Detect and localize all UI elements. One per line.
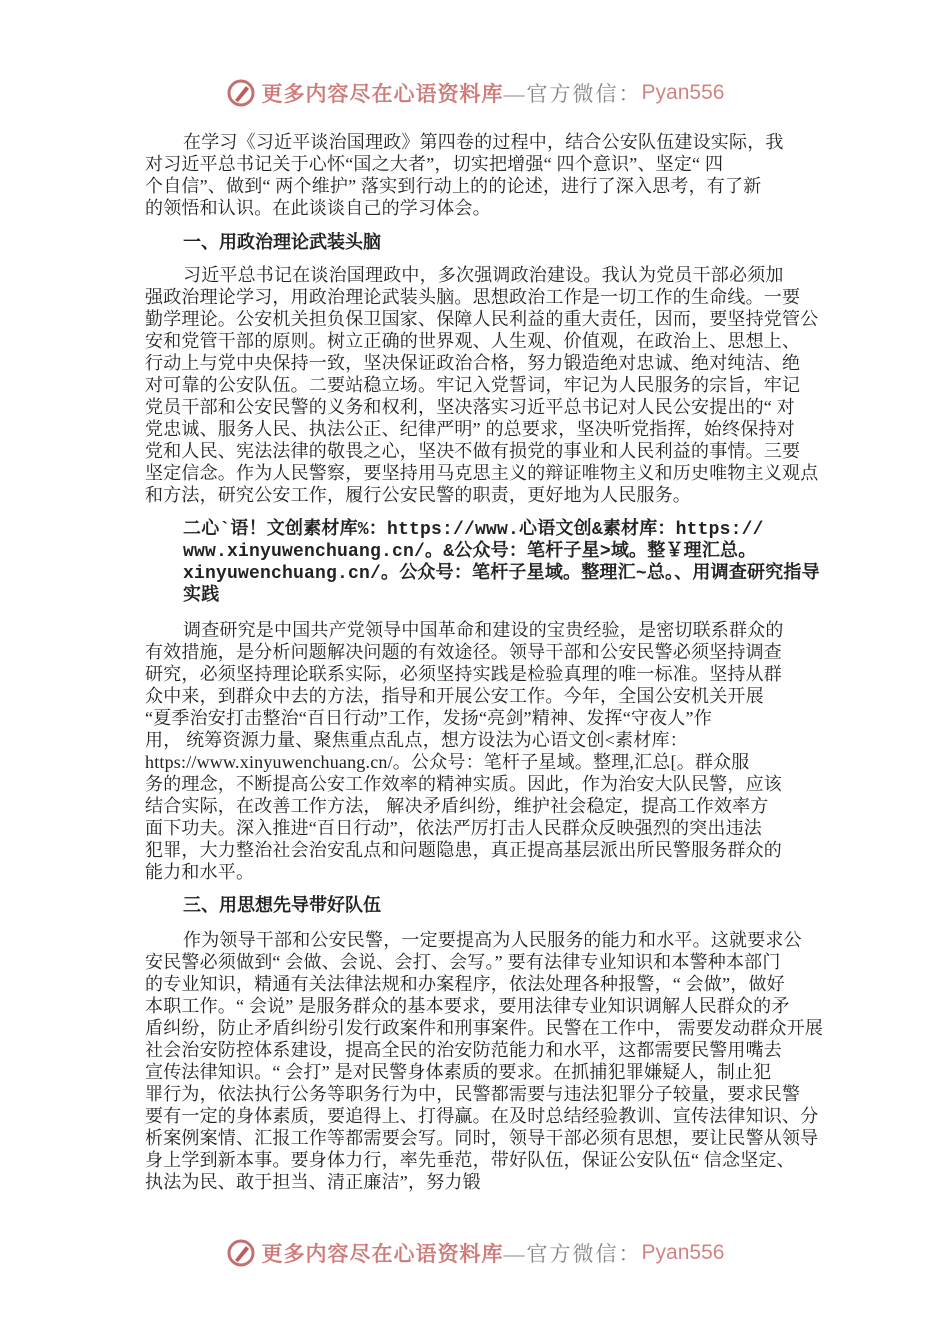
text-line: 作为领导干部和公安民警，一定要提高为人民服务的能力和水平。这就要求公 <box>183 930 802 950</box>
text-line: 本职工作。“ 会说” 是服务群众的基本要求，要用法律专业知识调解人民群众的矛 <box>145 996 790 1016</box>
text-line: 勤学理论。公安机关担负保卫国家、保障人民利益的重大责任，因而，要坚持党管公 <box>145 309 819 329</box>
text-line: 能力和水平。 <box>145 862 255 882</box>
text-line: 实践 <box>183 586 220 606</box>
text-line: “夏季治安打击整治“百日行动”工作，发扬“亮剑”精神、发挥“守夜人”作 <box>145 708 712 728</box>
text-line: 结合实际，在改善工作方法， 解决矛盾纠纷，维护社会稳定，提高工作效率方 <box>145 796 769 816</box>
text-line: 党和人民、宪法法律的敬畏之心，坚决不做有损党的事业和人民利益的事情。三要 <box>145 441 801 461</box>
text-line: 务的理念，不断提高公安工作效率的精神实质。因此，作为治安大队民警，应该 <box>145 774 782 794</box>
watermark-id: Pyan556 <box>641 81 725 104</box>
text-line: 的专业知识，精通有关法律法规和办案程序，依法处理各种报警，“ 会做”，做好 <box>145 974 785 994</box>
text-line: 研究，必须坚持理论联系实际，必须坚持实践是检验真理的唯一标准。坚持从群 <box>145 664 782 684</box>
pen-nib-logo-icon <box>226 78 256 108</box>
text-line: 身上学到新本事。要身体力行，率先垂范，带好队伍，保证公安队伍“ 信念坚定、 <box>145 1150 795 1170</box>
text-line: www.xinyuwenchuang.cn/。&公众号：笔杆子星>域。整￥理汇总。 <box>183 542 757 562</box>
text-line: 调查研究是中国共产党领导中国革命和建设的宝贵经验，是密切联系群众的 <box>183 620 784 640</box>
watermark-sep: —官方微信： <box>503 1242 642 1266</box>
text-line: https://www.xinyuwenchuang.cn/。公众号：笔杆子星域。整理,汇总[。群众服 <box>145 752 750 772</box>
text-line: 宣传法律知识。“ 会打” 是对民警身体素质的要求。在抓捕犯罪嫌疑人，制止犯 <box>145 1062 772 1082</box>
text-line: 习近平总书记在谈治国理政中，多次强调政治建设。我认为党员干部必须加 <box>183 265 784 285</box>
watermark-sep: —官方微信： <box>503 82 642 106</box>
text-line: 要有一定的身体素质，要追得上、打得赢。在及时总结经验教训、宣传法律知识、分 <box>145 1106 819 1126</box>
text-line: 众中来，到群众中去的方法，指导和开展公安工作。今年，全国公安机关开展 <box>145 686 764 706</box>
text-line: 面下功夫。深入推进“百日行动”，依法严厉打击人民群众反映强烈的突出违法 <box>145 818 762 838</box>
text-line: 行动上与党中央保持一致，坚决保证政治合格，努力锻造绝对忠诚、绝对纯洁、绝 <box>145 353 801 373</box>
text-line: 犯罪，大力整治社会治安乱点和问题隐患，真正提高基层派出所民警服务群众的 <box>145 840 782 860</box>
pen-nib-logo-icon <box>226 1238 256 1268</box>
text-line: 有效措施，是分析问题解决问题的有效途径。领导干部和公安民警必须坚持调查 <box>145 642 782 662</box>
text-line: 个自信”、做到“ 两个维护” 落实到行动上的的论述，进行了深入思考，有了新 <box>145 176 762 196</box>
text-line: 执法为民、敢于担当、清正廉洁”，努力锻 <box>145 1172 481 1192</box>
text-line: 党员干部和公安民警的义务和权利，坚决落实习近平总书记对人民公安提出的“ 对 <box>145 397 795 417</box>
text-line: 的领悟和认识。在此谈谈自己的学习体会。 <box>145 198 491 218</box>
paragraph-section-2 <box>145 619 825 883</box>
paragraph-intro <box>145 131 825 219</box>
text-line: 坚定信念。作为人民警察，要坚持用马克思主义的辩证唯物主义和历史唯物主义观点 <box>145 463 819 483</box>
watermark-id: Pyan556 <box>641 1241 725 1264</box>
text-line: 社会治安防控体系建设，提高全民的治安防范能力和水平，这都需要民警用嘴去 <box>145 1040 782 1060</box>
paragraph-section-3 <box>145 929 825 1193</box>
text-line: 和方法，研究公安工作，履行公安民警的职责，更好地为人民服务。 <box>145 485 691 505</box>
section-heading-1: 一、用政治理论武装头脑 <box>183 232 381 252</box>
text-line: 对可靠的公安队伍。二要站稳立场。牢记入党誓词，牢记为人民服务的宗旨，牢记 <box>145 375 801 395</box>
text-line: xinyuwenchuang.cn/。公众号：笔杆子星域。整理汇~总。、用调查研究指导 <box>183 564 820 584</box>
text-line: 罪行为，依法执行公务等职务行为中，民警都需要与违法犯罪分子较量，要求民警 <box>145 1084 801 1104</box>
footer-watermark <box>0 1233 950 1273</box>
paragraph-section-1 <box>145 264 825 506</box>
text-line: 在学习《习近平谈治国理政》第四卷的过程中，结合公安队伍建设实际，我 <box>183 132 784 152</box>
text-line: 用， 统筹资源力量、聚焦重点乱点，想方设法为心语文创<素材库： <box>145 730 688 750</box>
section-heading-3: 三、用思想先导带好队伍 <box>183 895 381 915</box>
text-line: 安民警必须做到“ 会做、会说、会打、会写。” 要有法律专业知识和本警种本部门 <box>145 952 781 972</box>
header-watermark <box>0 73 950 113</box>
watermark-brand: 更多内容尽在心语资料库 <box>261 82 504 106</box>
text-line: 对习近平总书记关于心怀“国之大者”，切实把增强“ 四个意识”、坚定“ 四 <box>145 154 724 174</box>
watermark-brand: 更多内容尽在心语资料库 <box>261 1242 504 1266</box>
text-line: 二心`语！文创素材库%：https://www.心语文创&素材库：https:// <box>183 520 764 540</box>
section-heading-2 <box>145 519 825 607</box>
text-line: 强政治理论学习，用政治理论武装头脑。思想政治工作是一切工作的生命线。一要 <box>145 287 801 307</box>
text-line: 析案例案情、汇报工作等都需要会写。同时，领导干部必须有思想，要让民警从领导 <box>145 1128 819 1148</box>
text-line: 党忠诚、服务人民、执法公正、纪律严明” 的总要求，坚决听党指挥，始终保持对 <box>145 419 795 439</box>
text-line: 盾纠纷，防止矛盾纠纷引发行政案件和刑事案件。民警在工作中， 需要发动群众开展 <box>145 1018 824 1038</box>
text-line: 安和党管干部的原则。树立正确的世界观、人生观、价值观，在政治上、思想上、 <box>145 331 801 351</box>
